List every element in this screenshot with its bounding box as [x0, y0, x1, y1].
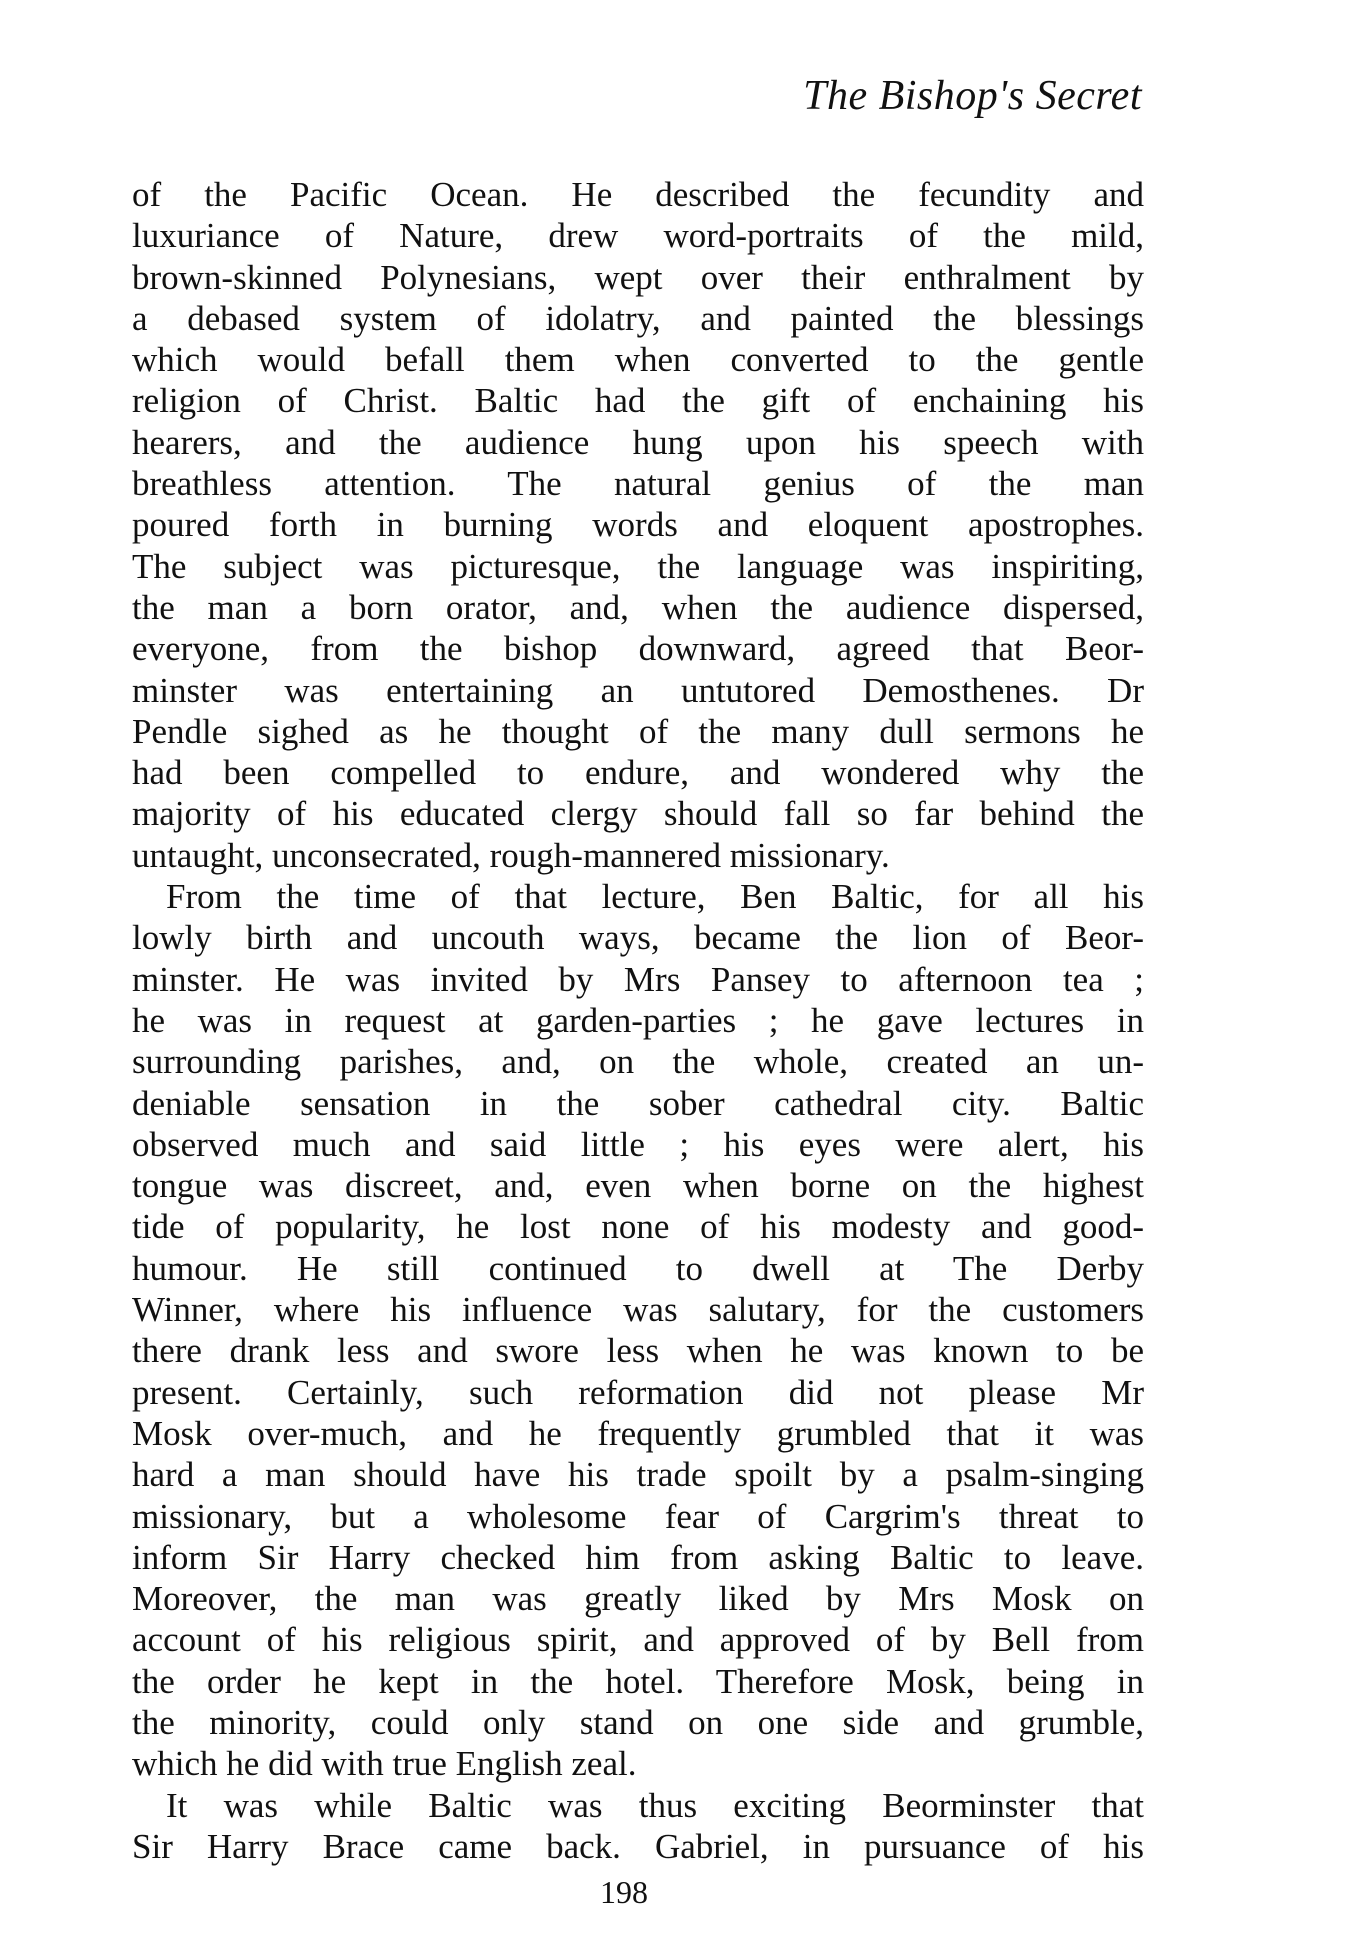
text-line: Moreover, the man was greatly liked by Mrs Mosk on	[132, 1579, 1144, 1619]
text-line: majority of his educated clergy should fall so far behind the	[132, 794, 1144, 834]
text-line: Winner, where his influence was salutary, for the customers	[132, 1290, 1144, 1330]
text-line: tongue was discreet, and, even when borne on the highest	[132, 1166, 1144, 1206]
text-line: Mosk over-much, and he frequently grumbled that it was	[132, 1413, 1144, 1453]
body-text	[132, 174, 1144, 1867]
text-line: the minority, could only stand on one side and grumble,	[132, 1702, 1144, 1742]
text-line: of the Pacific Ocean. He described the fecundity and	[132, 175, 1144, 214]
text-line: which would befall them when converted to the gentle	[132, 340, 1144, 380]
text-line: Pendle sighed as he thought of the many dull sermons he	[132, 711, 1144, 751]
text-line: hard a man should have his trade spoilt by a psalm-singing	[132, 1455, 1144, 1495]
text-line: From the time of that lecture, Ben Baltic, for all his	[166, 877, 1144, 917]
text-line: everyone, from the bishop downward, agreed that Beor-	[132, 629, 1144, 669]
text-line: inform Sir Harry checked him from asking Baltic to leave.	[132, 1537, 1144, 1577]
text-line: breathless attention. The natural genius of the man	[132, 464, 1144, 504]
text-line: the order he kept in the hotel. Therefore Mosk, being in	[132, 1661, 1144, 1701]
text-line: a debased system of idolatry, and painted the blessings	[132, 298, 1144, 338]
text-line: account of his religious spirit, and approved of by Bell from	[132, 1620, 1144, 1660]
text-line: tide of popularity, he lost none of his modesty and good-	[132, 1207, 1144, 1247]
text-line: surrounding parishes, and, on the whole, created an un-	[132, 1042, 1144, 1082]
text-line: had been compelled to endure, and wondered why the	[132, 753, 1144, 793]
text-line: present. Certainly, such reformation did not please Mr	[132, 1372, 1144, 1412]
text-line: It was while Baltic was thus exciting Beorminster that	[166, 1785, 1144, 1825]
text-line: untaught, unconsecrated, rough-mannered missionary.	[132, 835, 890, 875]
text-line: hearers, and the audience hung upon his speech with	[132, 422, 1144, 462]
text-line: which he did with true English zeal.	[132, 1744, 637, 1784]
text-line: the man a born orator, and, when the audience dispersed,	[132, 587, 1144, 627]
text-line: there drank less and swore less when he was known to be	[132, 1331, 1144, 1371]
text-line: he was in request at garden-parties ; he gave lectures in	[132, 1000, 1144, 1040]
page-number: 198	[600, 1874, 648, 1910]
text-line: The subject was picturesque, the language was inspiriting,	[132, 546, 1144, 586]
text-line: minster was entertaining an untutored Demosthenes. Dr	[132, 670, 1144, 710]
text-line: luxuriance of Nature, drew word-portraits of the mild,	[132, 216, 1144, 256]
text-line: religion of Christ. Baltic had the gift of enchaining his	[132, 381, 1144, 421]
text-line: minster. He was invited by Mrs Pansey to afternoon tea ;	[132, 959, 1144, 999]
text-line: missionary, but a wholesome fear of Cargrim's threat to	[132, 1496, 1144, 1536]
text-line: humour. He still continued to dwell at The Derby	[132, 1248, 1144, 1288]
running-header: The Bishop's Secret	[803, 73, 1142, 119]
text-line: deniable sensation in the sober cathedral city. Baltic	[132, 1083, 1144, 1123]
text-line: Sir Harry Brace came back. Gabriel, in pursuance of his	[132, 1826, 1144, 1866]
text-line: lowly birth and uncouth ways, became the lion of Beor-	[132, 918, 1144, 958]
text-line: observed much and said little ; his eyes were alert, his	[132, 1124, 1144, 1164]
text-line: poured forth in burning words and eloquent apostrophes.	[132, 505, 1144, 545]
text-line: brown-skinned Polynesians, wept over their enthralment by	[132, 257, 1144, 297]
